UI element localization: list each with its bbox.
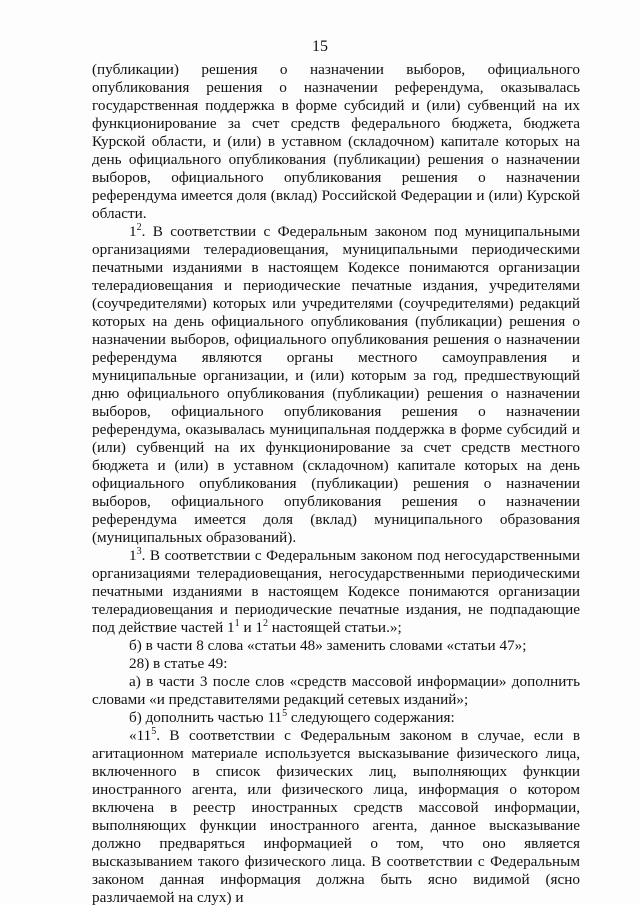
amendment-item-b-part-8 [92,637,580,655]
paragraph-number: 1 [129,547,137,564]
part-reference-superscript: 1 [234,618,240,629]
paragraph-text: а) в части 3 после слов «средств массовой информации» дополнить словами «и представителями редакций сетевых изданий»; [92,673,580,708]
part-number: «11 [129,727,152,744]
paragraph-number: 1 [129,223,137,240]
reference-joiner: и [239,619,256,636]
paragraph-tail: настоящей статьи.»; [267,619,402,636]
amendment-item-28 [92,655,580,673]
paragraph-number-superscript: 2 [136,222,142,233]
paragraph-continuation [92,61,580,223]
page-number: 15 [312,38,328,55]
paragraph-text: (публикации) решения о назначении выборов, официального опубликования решения о назначении референдума, оказывалась государственная поддержка в форме субсидий и (или) субвенций на их функционирование за счет средств федерального бюджета, бюджета Курской области, и (или) в уставном (складочном) капитале которых на день официального опубликования (публикации) решения о назначении выборов, официального опубликования решения о назначении референдума имеется доля (вклад) Российской Федерации и (или) Курской области. [92,61,580,222]
paragraph-text: . В соответствии с Федеральным законом под муниципальными организациями телерадиовещания, муниципальными периодическими печатными изданиями в настоящем Кодексе понимаются организации телерадиовещания и периодические печатные издания, учредителями (соучредителями) которых или учредителями (соучредителями) редакций которых на день официального опубликования (публикации) решения о назначении выборов, официального опубликования решения о назначении референдума являются органы местного самоуправления и муниципальные организации, и (или) которым за год, предшествующий дню официального опубликования (публикации) решения о назначении выборов, официального опубликования решения о назначении референдума, оказывалась муниципальная поддержка в форме субсидий и (или) субвенций на их функционирование за счет средств местного бюджета и (или) в уставном (складочном) капитале которых на день официального опубликования (публикации) решения о назначении выборов, официального опубликования решения о назначении референдума имеется доля (вклад) муниципального образования (муниципальных образований). [92,223,580,546]
part-reference: 1 [255,619,263,636]
paragraph-1-3 [92,547,580,637]
part-reference-superscript: 2 [262,618,268,629]
amendment-item-a-part-3 [92,673,580,709]
paragraph-text: . В соответствии с Федеральным законом в случае, если в агитационном материале используется высказывание физического лица, включенного в список физических лиц, выполняющих функции иностранного агента, или физического лица, информация о котором включена в реестр иностранных средств массовой информации, выполняющих функции иностранного агента, данное высказывание должно предваряться информацией о том, что оно является высказыванием такого физического лица. В соответствии с Федеральным законом данная информация должна быть ясно видимой (ясно различаемой на слух) и [92,727,580,906]
part-number-superscript: 5 [282,708,288,719]
paragraph-1-2 [92,223,580,547]
paragraph-text: 28) в статье 49: [129,655,228,672]
paragraph-tail: следующего содержания: [287,709,455,726]
paragraph-text: б) в части 8 слова «статьи 48» заменить словами «статьи 47»; [129,637,527,654]
paragraph-text: . В соответствии с Федеральным законом под негосударственными организациями телерадиовещания, негосударственными периодическими печатными изданиями в настоящем Кодексе понимаются организации телерадиовещания и периодические печатные издания, не подпадающие под действие частей [92,547,580,636]
amendment-item-b-add-part [92,709,580,727]
part-11-5-text [92,727,580,907]
paragraph-number-superscript: 3 [136,546,142,557]
part-reference: 1 [227,619,235,636]
paragraph-text: б) дополнить частью 11 [129,709,283,726]
part-number-superscript: 5 [151,726,157,737]
document-body [92,61,580,907]
